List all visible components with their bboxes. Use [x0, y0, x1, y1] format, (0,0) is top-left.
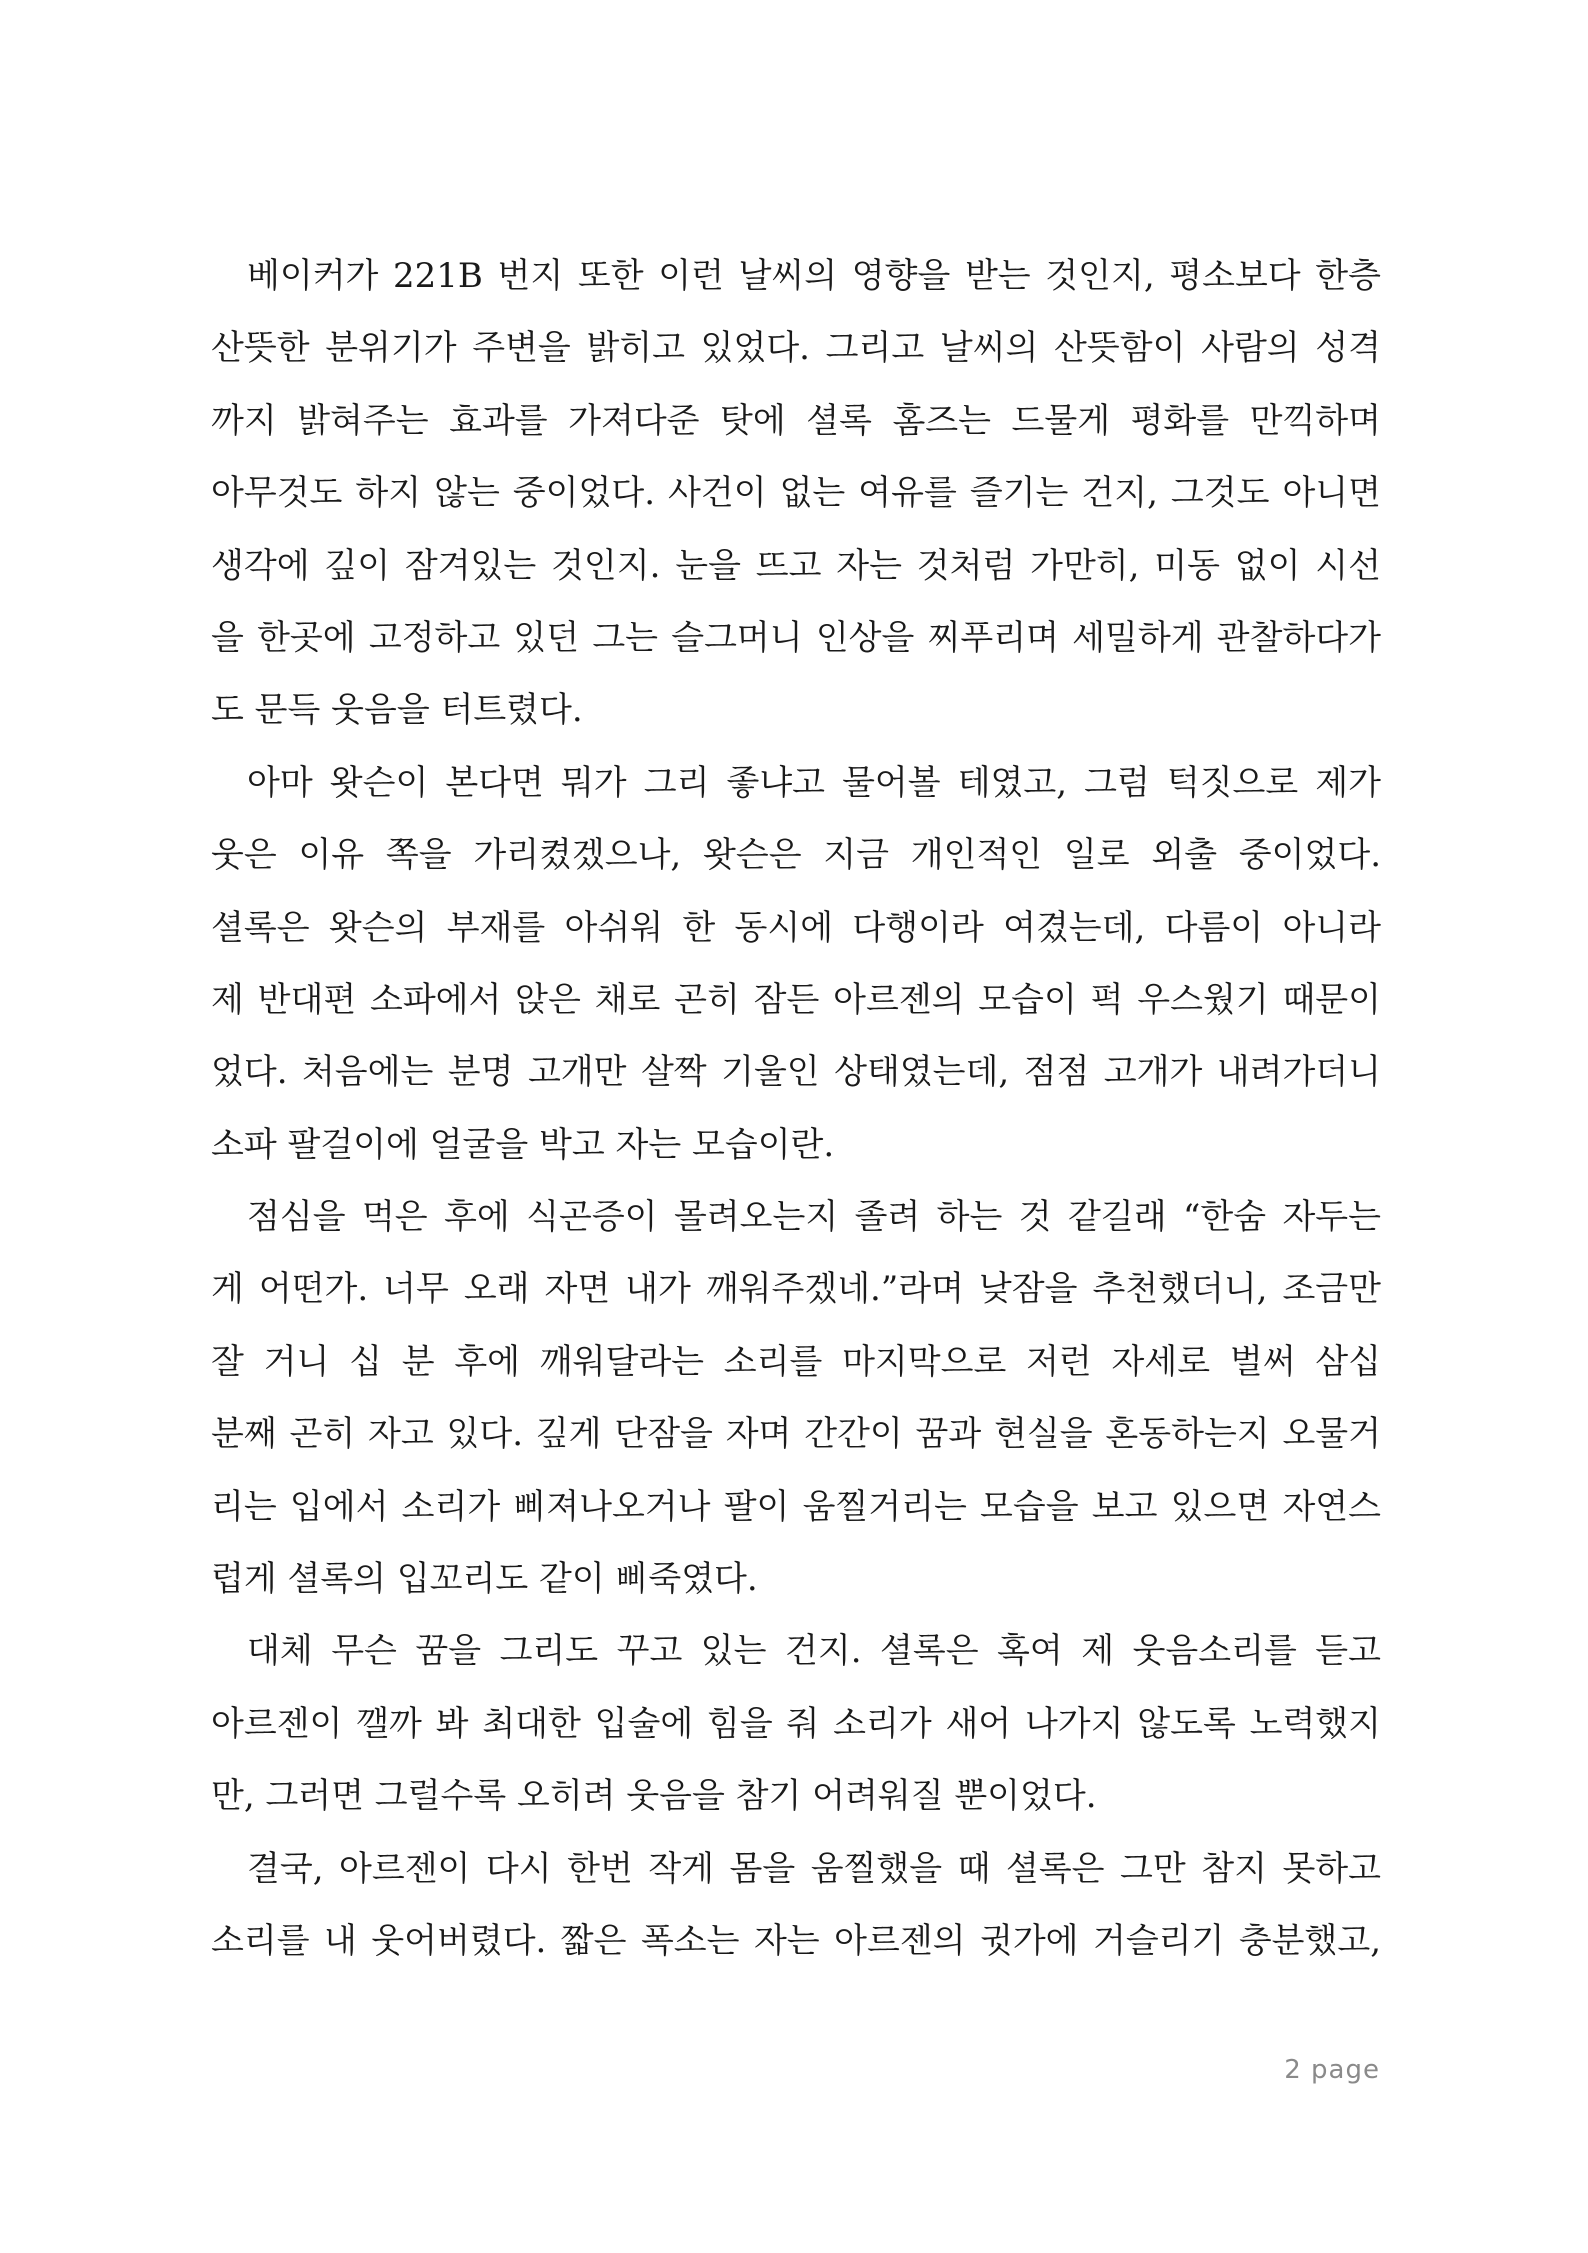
text-line: 생각에 깊이 잠겨있는 것인지. 눈을 뜨고 자는 것처럼 가만히, 미동 없이 시선: [211, 545, 1381, 586]
text-line: 산뜻한 분위기가 주변을 밝히고 있었다. 그리고 날씨의 산뜻함이 사람의 성격: [211, 328, 1381, 369]
text-line: 제 반대편 소파에서 앉은 채로 곤히 잠든 아르젠의 모습이 퍽 우스웠기 때문이: [211, 979, 1381, 1020]
document-body: [211, 252, 1381, 1989]
text-line: 아르젠이 깰까 봐 최대한 입술에 힘을 줘 소리가 새어 나가지 않도록 노력했지: [211, 1703, 1381, 1744]
text-line: 도 문득 웃음을 터트렸다.: [211, 690, 583, 731]
text-line: 을 한곳에 고정하고 있던 그는 슬그머니 인상을 찌푸리며 세밀하게 관찰하다가: [211, 617, 1381, 658]
text-line: 었다. 처음에는 분명 고개만 살짝 기울인 상태였는데, 점점 고개가 내려가더니: [211, 1052, 1381, 1093]
text-line: 게 어떤가. 너무 오래 자면 내가 깨워주겠네.”라며 낮잠을 추천했더니, 조금만: [211, 1269, 1381, 1310]
text-line: 결국, 아르젠이 다시 한번 작게 몸을 움찔했을 때 셜록은 그만 참지 못하고: [247, 1848, 1381, 1889]
text-line: 셜록은 왓슨의 부재를 아쉬워 한 동시에 다행이라 여겼는데, 다름이 아니라: [211, 907, 1381, 948]
text-line: 만, 그러면 그럴수록 오히려 웃음을 참기 어려워질 뿐이었다.: [211, 1776, 1097, 1817]
text-line: 분째 곤히 자고 있다. 깊게 단잠을 자며 간간이 꿈과 현실을 혼동하는지 오물거: [211, 1414, 1381, 1455]
text-line: 잘 거니 십 분 후에 깨워달라는 소리를 마지막으로 저런 자세로 벌써 삼십: [211, 1341, 1381, 1382]
page-number: 2 page: [1284, 2055, 1380, 2085]
text-line: 웃은 이유 쪽을 가리켰겠으나, 왓슨은 지금 개인적인 일로 외출 중이었다.: [211, 835, 1381, 876]
text-line: 아무것도 하지 않는 중이었다. 사건이 없는 여유를 즐기는 건지, 그것도 아니면: [211, 473, 1381, 514]
text-line: 럽게 셜록의 입꼬리도 같이 삐죽였다.: [211, 1559, 758, 1600]
text-line: 베이커가 221B 번지 또한 이런 날씨의 영향을 받는 것인지, 평소보다 한층: [247, 256, 1381, 296]
text-line: 소리를 내 웃어버렸다. 짧은 폭소는 자는 아르젠의 귓가에 거슬리기 충분했고,: [211, 1920, 1381, 1961]
text-line: 리는 입에서 소리가 삐져나오거나 팔이 움찔거리는 모습을 보고 있으면 자연스: [211, 1486, 1381, 1527]
text-line: 소파 팔걸이에 얼굴을 박고 자는 모습이란.: [211, 1124, 835, 1165]
text-line: 대체 무슨 꿈을 그리도 꾸고 있는 건지. 셜록은 혹여 제 웃음소리를 듣고: [247, 1631, 1381, 1672]
text-line: 까지 밝혀주는 효과를 가져다준 탓에 셜록 홈즈는 드물게 평화를 만끽하며: [211, 400, 1381, 441]
text-line: 아마 왓슨이 본다면 뭐가 그리 좋냐고 물어볼 테였고, 그럼 턱짓으로 제가: [247, 762, 1381, 803]
text-line: 점심을 먹은 후에 식곤증이 몰려오는지 졸려 하는 것 같길래 “한숨 자두는: [247, 1197, 1381, 1238]
